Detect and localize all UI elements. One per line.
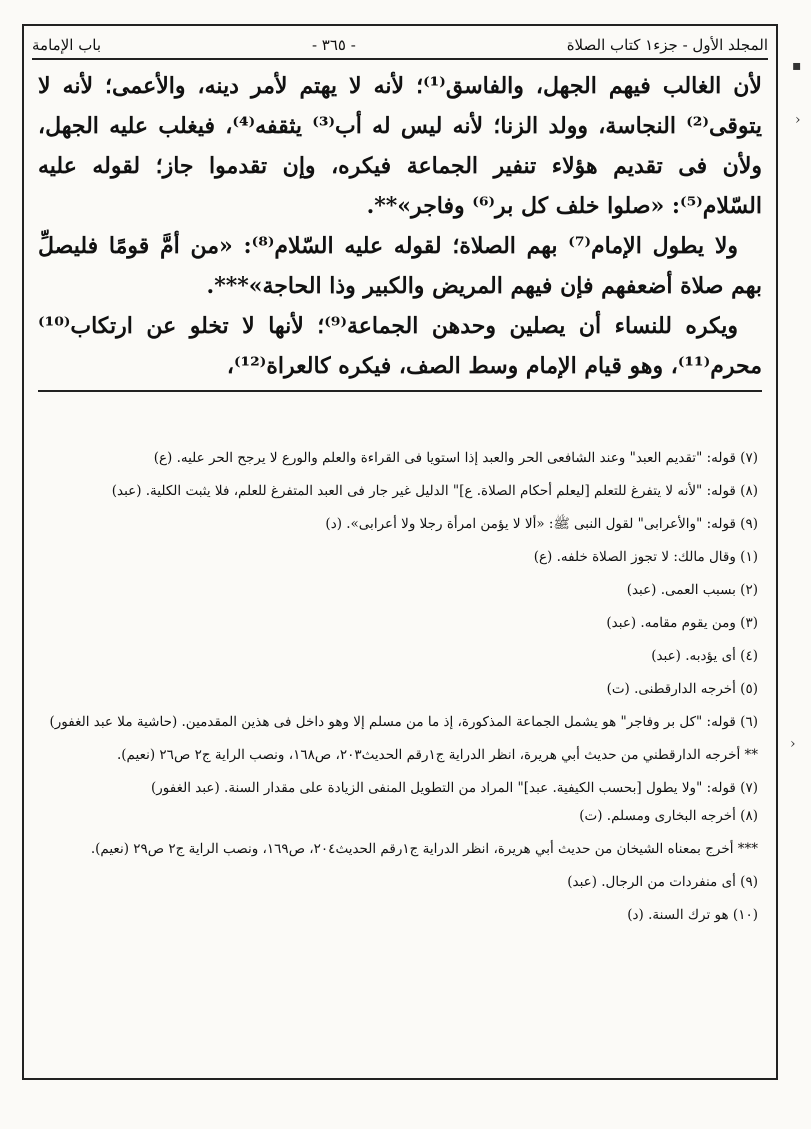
footnotes [42,446,758,1070]
main-paragraph: ويكره للنساء أن يصلين وحدهن الجماعة⁽⁹⁾؛ لأنها لا تخلو عن ارتكاب⁽¹⁰⁾ محرم⁽¹¹⁾، وهو قيام الإمام وسط الصف، فيكره كالعراة⁽¹²⁾، [38,306,762,392]
header-book-title: المجلد الأول - جزء١ كتاب الصلاة [566,36,768,54]
main-paragraph: لأن الغالب فيهم الجهل، والفاسق⁽¹⁾؛ لأنه لا يهتم لأمر دينه، والأعمى؛ لأنه لا يتوقى⁽²⁾ النجاسة، وولد الزنا؛ لأنه ليس له أب⁽³⁾ يثقفه⁽⁴⁾، فيغلب عليه الجهل، ولأن فى تقديم هؤلاء تنفير الجماعة فيكره، وإن تقدموا جاز؛ لقوله عليه السّلام⁽⁵⁾: «صلوا خلف كل بر⁽⁶⁾ وفاجر»**. [38,73,762,219]
running-header [32,32,768,60]
footnote: ** أخرجه الدارقطني من حديث أبي هريرة، انظر الدراية ج١رقم الحديث٢٠٣، ص١٦٨، ونصب الراية ج٢ ص٢٦ (نعيم). [116,747,758,763]
footnote: (٧) قوله: "ولا يطول [بحسب الكيفية. عبد]" المراد من التطويل المنفى الزيادة على مقدار السنة. (عبد الغفور) [151,780,758,796]
footnote: (٩) قوله: "والأعرابى" لقول النبى ﷺ: «ألا لا يؤمن امرأة رجلا ولا أعرابى». (د) [325,516,758,532]
margin-mark: › [790,736,796,752]
main-paragraph: ولا يطول الإمام⁽⁷⁾ بهم الصلاة؛ لقوله عليه السّلام⁽⁸⁾: «من أمَّ قومًا فليصلِّ بهم صلاة أضعفهم فإن فيهم المريض والكبير وذا الحاجة»***. [38,233,762,299]
margin-mark: › [795,112,801,128]
footnote: (٧) قوله: "تقديم العبد" وعند الشافعى الحر والعبد إذا استويا فى القراءة والعلم والورع لا يرجح الحر عليه. (ع) [153,450,758,466]
footnote: *** أخرج بمعناه الشيخان من حديث أبي هريرة، انظر الدراية ج١رقم الحديث٢٠٤، ص١٦٩، ونصب الراية ج٢ ص٢٩ (نعيم). [90,841,758,857]
footnote: (٦) قوله: "كل بر وفاجر" هو يشمل الجماعة المذكورة، إذ ما من مسلم إلا وهو داخل فى هذين المقدمين. (حاشية ملا عبد الغفور) [49,714,758,730]
footnote: (٣) ومن يقوم مقامه. (عبد) [606,615,758,631]
margin-mark: ▪ [792,58,802,74]
page-number: - ٣٦٥ - [311,36,356,54]
footnote: (٢) بسبب العمى. (عبد) [626,582,758,598]
footnote: (٤) أى يؤدبه. (عبد) [651,648,758,664]
footnote: (٨) أخرجه البخارى ومسلم. (ت) [579,808,758,824]
footnote: (٨) قوله: "لأنه لا يتفرغ للتعلم [ليعلم أحكام الصلاة. ع]" الدليل غير جار فى العبد المتفرغ للعلم، فلا يثبت الكلية. (عبد) [111,483,758,499]
footnote: (١٠) هو ترك السنة. (د) [627,907,758,923]
footnote: (٩) أى منفردات من الرجال. (عبد) [567,874,758,890]
footnote: (١) وقال مالك: لا تجوز الصلاة خلفه. (ع) [533,549,758,565]
page-frame [22,24,778,1080]
main-text [38,66,762,392]
header-chapter-title: باب الإمامة [32,36,102,54]
footnote: (٥) أخرجه الدارقطنى. (ت) [606,681,758,697]
